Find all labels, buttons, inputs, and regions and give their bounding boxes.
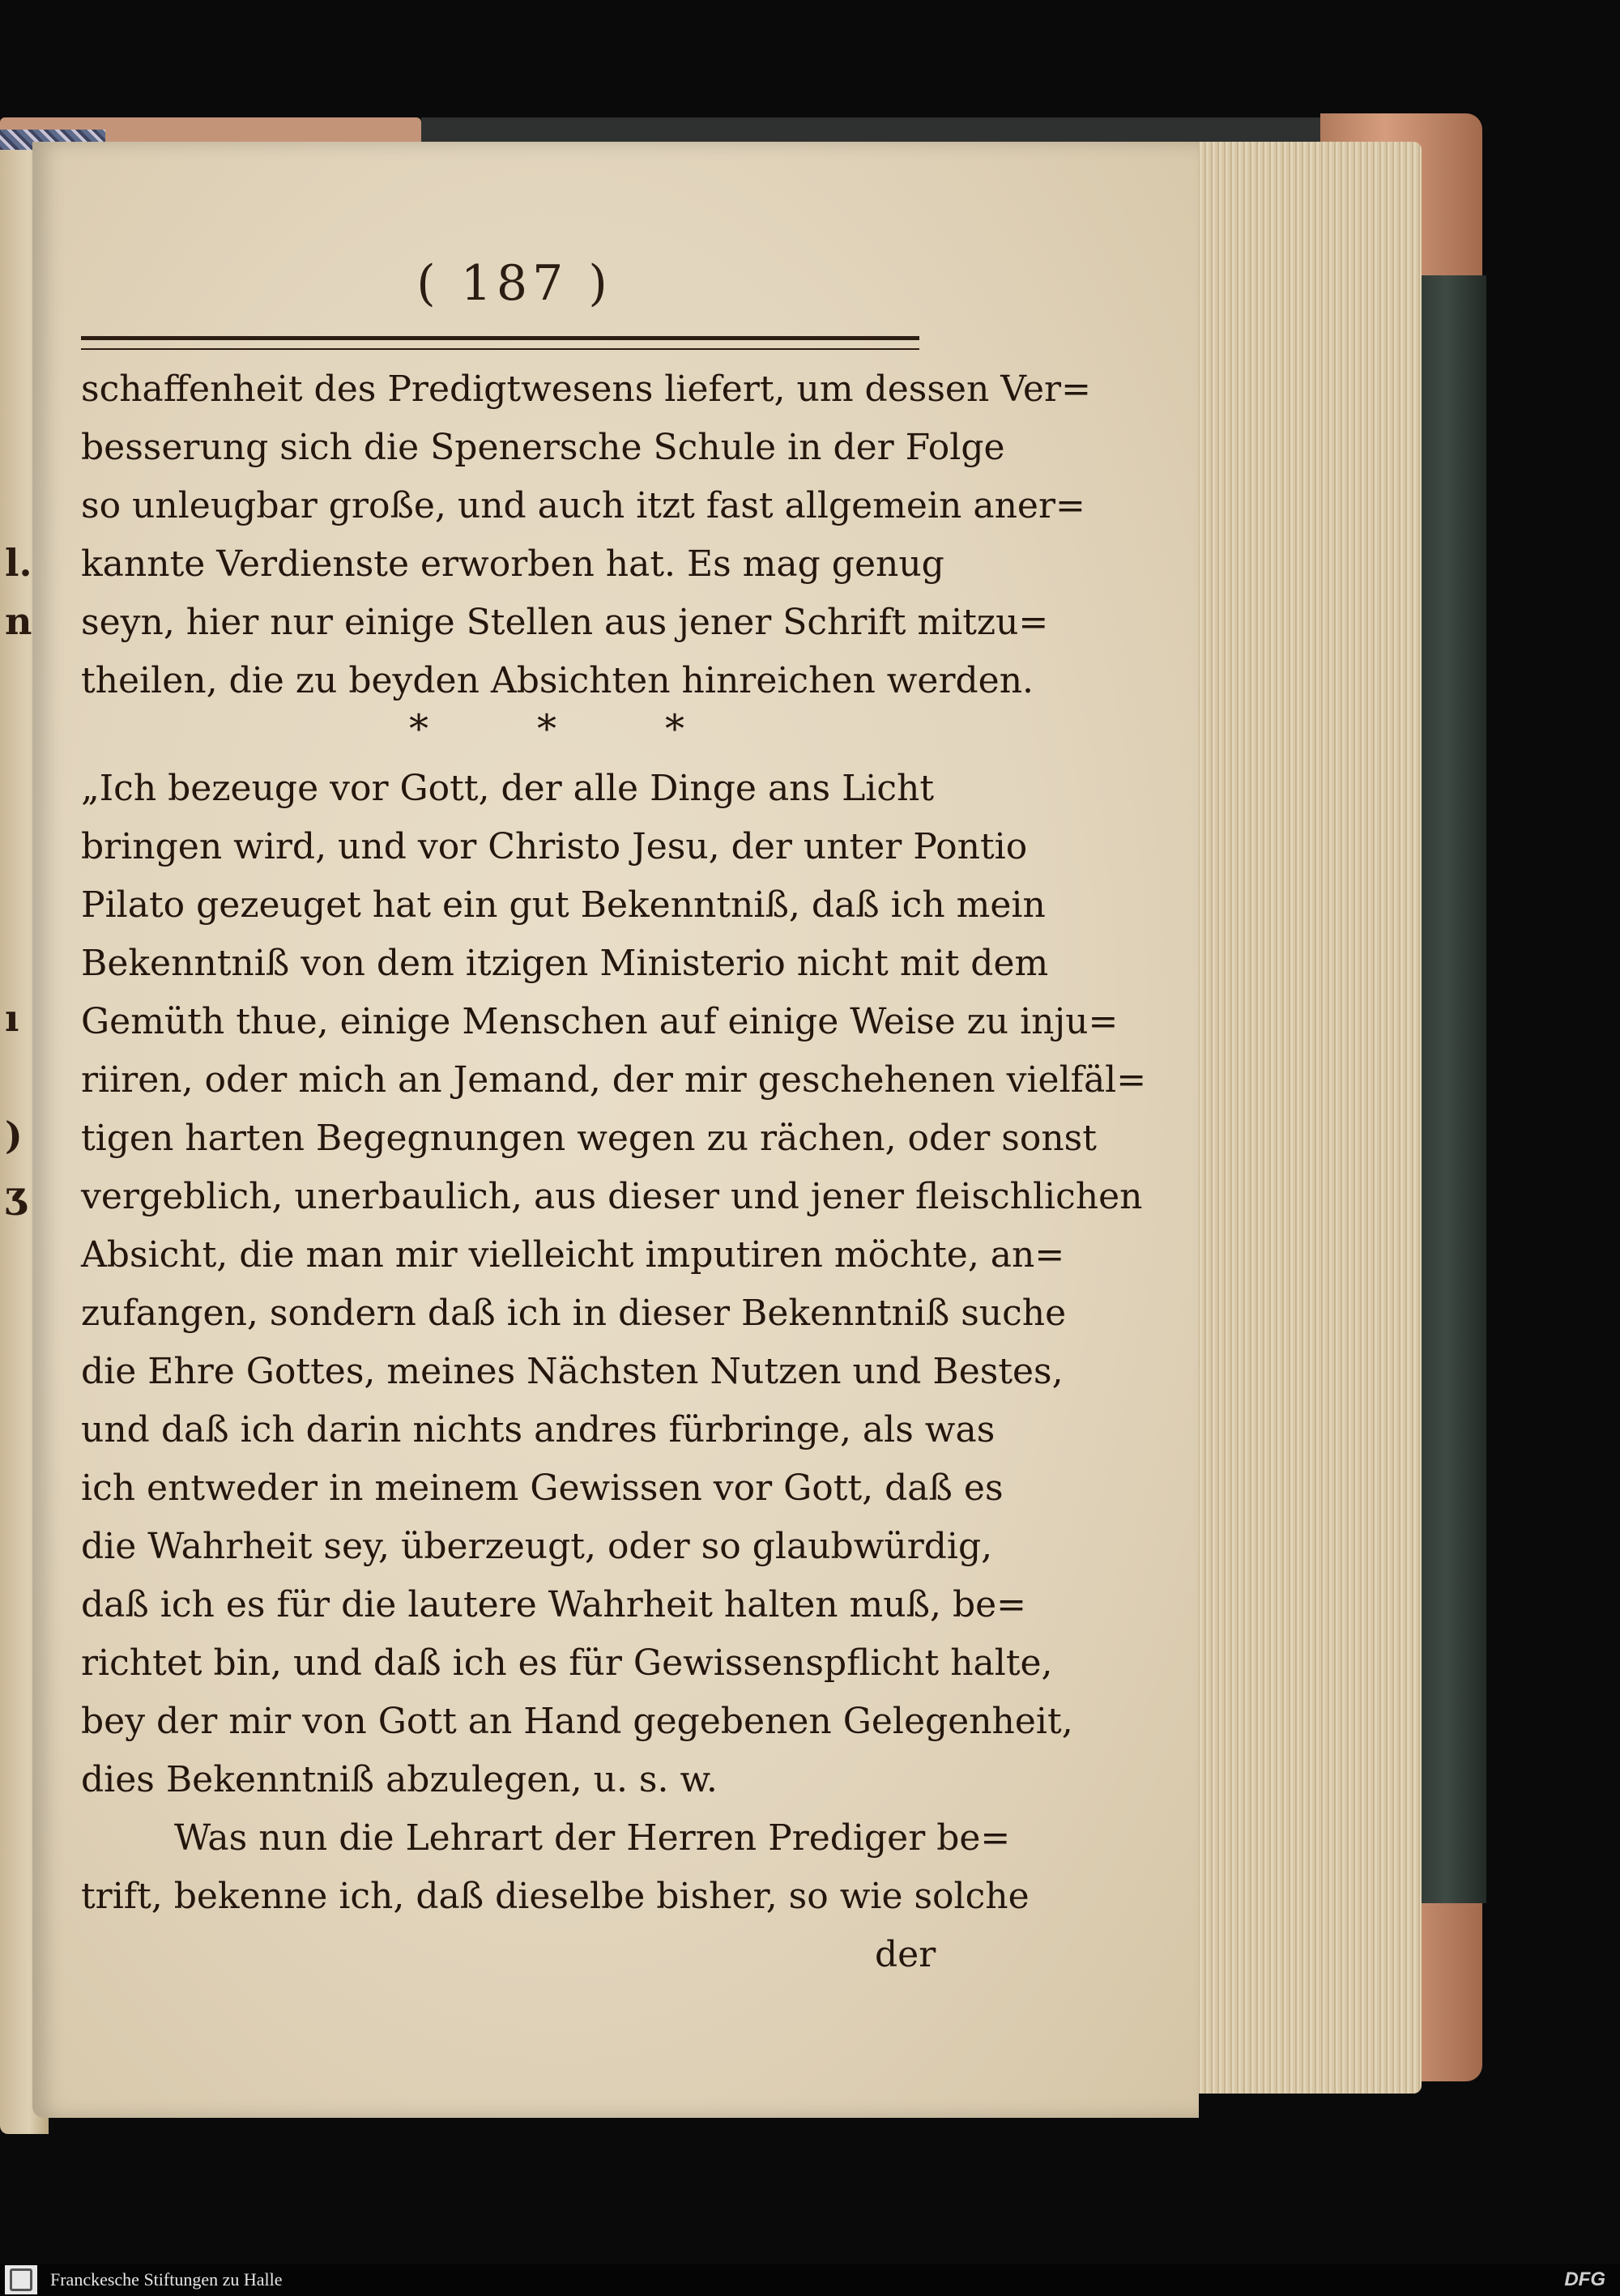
quote-line: „Ich bezeuge vor Gott, der alle Dinge ans Licht (81, 768, 935, 809)
text-line: so unleugbar große, und auch itzt fast allgemein aner= (81, 485, 1085, 526)
quote-line: bringen wird, und vor Christo Jesu, der unter Pontio (81, 826, 1028, 867)
quote-line: richtet bin, und daß ich es für Gewissenspflicht halte, (81, 1642, 1053, 1684)
quote-line: ich entweder in meinem Gewissen vor Gott, daß es (81, 1467, 1004, 1509)
quote-line: die Ehre Gottes, meines Nächsten Nutzen und Bestes, (81, 1351, 1064, 1392)
text-line: besserung sich die Spenersche Schule in der Folge (81, 427, 1005, 468)
quote-line: dies Bekenntniß abzulegen, u. s. w. (81, 1759, 718, 1800)
quote-line: Absicht, die man mir vielleicht imputiren möchte, an= (81, 1234, 1065, 1276)
quote-line: Bekenntniß von dem itzigen Ministerio nicht mit dem (81, 943, 1049, 984)
asterisk: * (537, 706, 556, 752)
text-line: kannte Verdienste erworben hat. Es mag genug (81, 543, 944, 585)
quote-line: und daß ich darin nichts andres fürbringe, als was (81, 1409, 995, 1450)
page-number: ( 187 ) (416, 255, 612, 312)
paragraph-line: Was nun die Lehrart der Herren Prediger be= (174, 1817, 1011, 1859)
fragment: l. (5, 541, 32, 585)
quote-line: Pilato gezeuget hat ein gut Bekenntniß, daß ich mein (81, 884, 1046, 926)
quote-line: Gemüth thue, einige Menschen auf einige Weise zu inju= (81, 1001, 1119, 1042)
quote-line: die Wahrheit sey, überzeugt, oder so glaubwürdig, (81, 1526, 993, 1567)
quote-line: riiren, oder mich an Jemand, der mir geschehenen vielfäl= (81, 1059, 1147, 1101)
paragraph-line: trift, bekenne ich, daß dieselbe bisher, so wie solche (81, 1876, 1030, 1917)
asterisk: * (665, 706, 684, 752)
dfg-logo: DFG (1564, 2268, 1605, 2290)
fragment: ʒ (5, 1173, 27, 1216)
header-rule (81, 336, 919, 350)
quote-line: daß ich es für die lautere Wahrheit halten muß, be= (81, 1584, 1027, 1625)
franckesche-stiftungen-logo-icon (5, 2265, 37, 2294)
fragment: ) (5, 1114, 23, 1157)
asterisk: * (409, 706, 428, 752)
text-line: theilen, die zu beyden Absichten hinreichen werden. (81, 660, 1034, 701)
fragment: n (5, 599, 32, 643)
catchword: der (875, 1934, 936, 1975)
institution-name: Franckesche Stiftungen zu Halle (50, 2269, 283, 2290)
quote-line: bey der mir von Gott an Hand gegebenen Gelegenheit, (81, 1701, 1073, 1742)
quote-line: tigen harten Begegnungen wegen zu rächen, oder sonst (81, 1118, 1097, 1159)
section-divider (409, 706, 684, 752)
text-line: seyn, hier nur einige Stellen aus jener Schrift mitzu= (81, 602, 1049, 643)
quote-line: zufangen, sondern daß ich in dieser Bekenntniß suche (81, 1293, 1067, 1334)
quote-line: vergeblich, unerbaulich, aus dieser und jener fleischlichen (81, 1176, 1143, 1217)
footer-bar (0, 2264, 1620, 2296)
text-line: schaffenheit des Predigtwesens liefert, um dessen Ver= (81, 368, 1091, 410)
page-block-edges (1183, 142, 1422, 2094)
fragment: ı (5, 996, 19, 1040)
